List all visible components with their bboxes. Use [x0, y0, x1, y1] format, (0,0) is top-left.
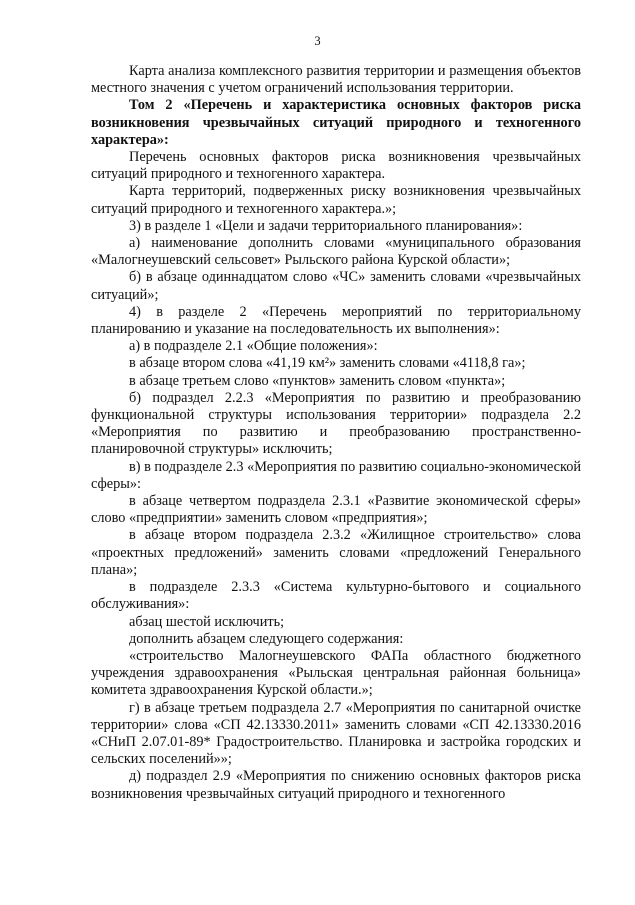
document-body	[91, 63, 581, 803]
paragraph: Перечень основных факторов риска возникновения чрезвычайных ситуаций природного и техногенного характера.	[91, 149, 581, 183]
paragraph: 3) в разделе 1 «Цели и задачи территориального планирования»:	[129, 217, 523, 234]
paragraph: Том 2 «Перечень и характеристика основных факторов риска возникновения чрезвычайных ситуаций природного и техногенного характера»:	[91, 97, 581, 148]
page-number: 3	[314, 34, 321, 48]
paragraph: 4) в разделе 2 «Перечень мероприятий по территориальному планированию и указание на последовательность их выполнения»:	[91, 303, 581, 338]
paragraph: а) в подразделе 2.1 «Общие положения»:	[129, 338, 378, 355]
paragraph: в абзаце четвертом подраздела 2.3.1 «Развитие экономической сферы» слово «предприятии» заменить словом «предприятия»;	[91, 493, 581, 527]
paragraph: «строительство Малогнеушевского ФАПа областного бюджетного учреждения здравоохранения «Рыльская центральная районная больница» комитета здравоохранения Курской области.»;	[91, 647, 581, 699]
paragraph: Карта территорий, подверженных риску возникновения чрезвычайных ситуаций природного и техногенного характера.»;	[91, 183, 581, 217]
paragraph: в) в подразделе 2.3 «Мероприятия по развитию социально-экономической сферы»:	[91, 458, 582, 492]
paragraph: в подразделе 2.3.3 «Система культурно-бытового и социального обслуживания»:	[91, 579, 581, 613]
paragraph: абзац шестой исключить;	[129, 613, 285, 630]
paragraph: в абзаце втором подраздела 2.3.2 «Жилищное строительство» слова «проектных предложений» заменить словами «предложений Генерального плана»;	[91, 527, 581, 578]
paragraph: в абзаце третьем слово «пунктов» заменить словом «пункта»;	[129, 372, 506, 389]
paragraph: Карта анализа комплексного развития территории и размещения объектов местного значения с учетом ограничений использования территории.	[91, 63, 581, 97]
paragraph: д) подраздел 2.9 «Мероприятия по снижению основных факторов риска возникновения чрезвычайных ситуаций природного и техногенного	[91, 768, 581, 802]
paragraph: дополнить абзацем следующего содержания:	[129, 630, 404, 647]
paragraph: б) в абзаце одиннадцатом слово «ЧС» заменить словами «чрезвычайных ситуаций»;	[91, 269, 581, 303]
paragraph: в абзаце втором слова «41,19 км²» заменить словами «4118,8 га»;	[129, 355, 526, 372]
paragraph: б) подраздел 2.2.3 «Мероприятия по развитию и преобразованию функциональной структуры использования территории» подраздела 2.2 «Мероприятия по развитию и преобразованию пространственно-планировочной структуры» исключить;	[91, 389, 581, 458]
paragraph: а) наименование дополнить словами «муниципального образования «Малогнеушевский сельсовет» Рыльского района Курской области»;	[91, 235, 581, 269]
paragraph: г) в абзаце третьем подраздела 2.7 «Мероприятия по санитарной очистке территории» слова «СП 42.13330.2011» заменить словами «СП 42.13330.2016 «СНиП 2.07.01-89* Градостроительство. Планировка и застройка городских и сельских поселений»»;	[91, 699, 581, 768]
